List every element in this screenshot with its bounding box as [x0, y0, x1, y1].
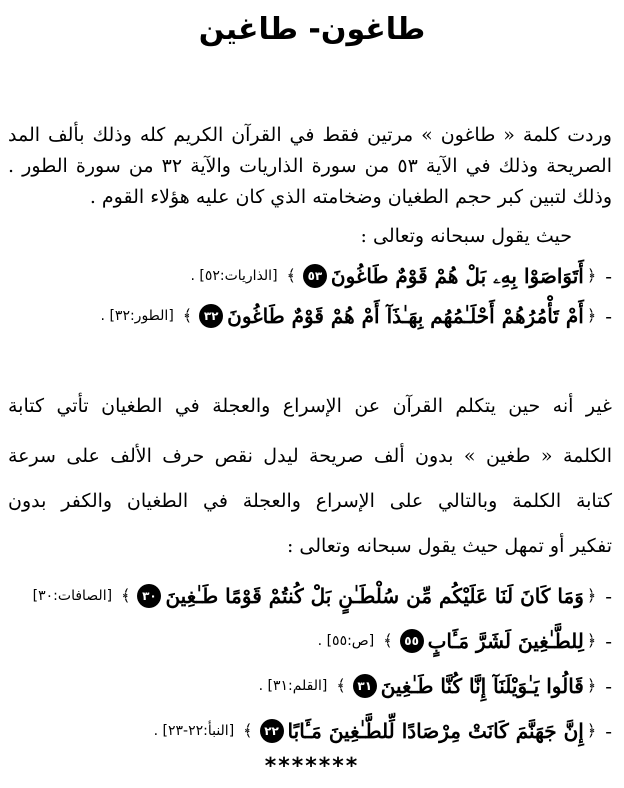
ornate-bracket-close: ﴾ [182, 306, 193, 325]
verse-reference: [الصافات:٣٠] [32, 588, 113, 604]
list-dash: - [605, 719, 612, 743]
verse-text: لِلطَّـٰغِينَ لَشَرَّ مَـَٔابٍ [427, 629, 584, 653]
verse-line [0, 261, 612, 291]
page-title: طاغون- طاغين [198, 12, 426, 47]
verse-reference: [النبأ:٢٢-٢٣] . [153, 723, 235, 739]
verse-text: إِنَّ جَهَنَّمَ كَانَتْ مِرْصَادًا لِّلطَّـٰغِينَ مَـَٔابًا [287, 719, 584, 743]
verse-reference: [الطور:٣٢] . [100, 308, 174, 324]
verse-number-medallion: ٣٠ [137, 584, 161, 608]
paragraph-line: كتابة الكلمة وبالتالي على الإسراع والعجلة في الطغيان والكفر بدون [8, 490, 612, 512]
verse-text: قَالُوا يَـٰوَيْلَنَآ إِنَّا كُنَّا طَـٰغِينَ [380, 674, 584, 698]
ornate-bracket-open: ﴿ [586, 631, 597, 650]
verse-line [0, 581, 612, 611]
ornate-bracket-open: ﴿ [586, 721, 597, 740]
paragraph-line: وذلك لتبين كبر حجم الطغيان وضخامته الذي كان عليه هؤلاء القوم . [89, 186, 612, 208]
paragraph-line: وردت كلمة « طاغون » مرتين فقط في القرآن الكريم كله وذلك بألف المد [8, 124, 612, 146]
ornate-bracket-close: ﴾ [383, 631, 393, 650]
verse-text: أَمْ تَأْمُرُهُمْ أَحْلَـٰمُهُم بِهَـٰذَآ أَمْ هُمْ قَوْمٌ طَاغُونَ [227, 304, 584, 328]
verse-line [0, 671, 612, 701]
verse-reference: [القلم:٣١] . [258, 678, 328, 694]
verse-intro: حيث يقول سبحانه وتعالى : [360, 225, 572, 247]
list-dash: - [605, 584, 612, 608]
ornate-bracket-open: ﴿ [586, 306, 597, 325]
paragraph-line: الصريحة وذلك في الآية ٥٣ من سورة الذاريات والآية ٣٢ من سورة الطور . [8, 155, 612, 177]
ornate-bracket-open: ﴿ [586, 676, 597, 695]
ornate-bracket-close: ﴾ [121, 586, 131, 605]
list-dash: - [605, 304, 612, 328]
verse-line [0, 716, 612, 746]
paragraph-line: الكلمة « طغين » بدون ألف صريحة ليدل نقص حرف الألف على سرعة [8, 445, 612, 467]
verse-line [0, 301, 612, 331]
verse-number-medallion: ٢٢ [260, 719, 284, 743]
list-dash: - [605, 264, 612, 288]
list-dash: - [605, 629, 612, 653]
ornate-bracket-close: ﴾ [286, 266, 296, 285]
ornate-bracket-open: ﴿ [586, 586, 597, 605]
verse-number-medallion: ٣٢ [199, 304, 223, 328]
verse-text: أَتَوَاصَوْا بِهِۦ بَلْ هُمْ قَوْمٌ طَاغُونَ [330, 264, 584, 288]
ornate-bracket-open: ﴿ [586, 266, 597, 285]
verse-number-medallion: ٥٣ [303, 264, 327, 288]
paragraph-line: تفكير أو تمهل حيث يقول سبحانه وتعالى : [286, 535, 612, 557]
paragraph-line: غير أنه حين يتكلم القرآن عن الإسراع والعجلة في الطغيان تأتي كتابة [8, 395, 612, 417]
verse-number-medallion: ٥٥ [400, 629, 424, 653]
section-separator-stars: ******* [264, 754, 360, 779]
verse-text: وَمَا كَانَ لَنَا عَلَيْكُم مِّن سُلْطَـٰنٍ بَلْ كُنتُمْ قَوْمًا طَـٰغِينَ [165, 584, 584, 608]
verse-line [0, 626, 612, 656]
verse-reference: [ص:٥٥] . [317, 633, 375, 649]
verse-reference: [الذاريات:٥٢] . [190, 268, 278, 284]
list-dash: - [605, 674, 612, 698]
verse-number-medallion: ٣١ [353, 674, 377, 698]
ornate-bracket-close: ﴾ [336, 676, 346, 695]
ornate-bracket-close: ﴾ [243, 721, 253, 740]
